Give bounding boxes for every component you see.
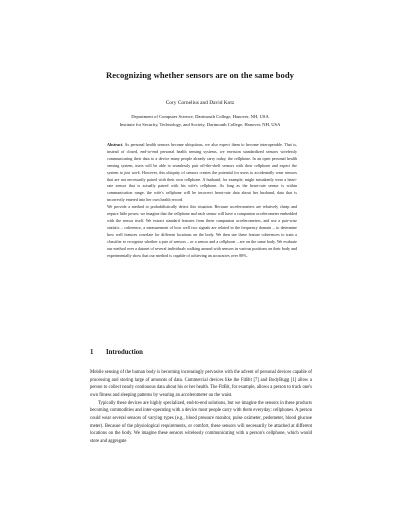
abstract-label: Abstract. <box>107 142 124 147</box>
abstract <box>107 142 297 259</box>
section-heading <box>90 349 143 356</box>
body-paragraph: Mobile sensing of the human body is becoming increasingly pervasive with the advent of personal devices capable of processing and storing large of amounts of data. Commercial devices like the FitBit [7] and BodyBugg [1] allow a person to collect nearly continuous data about his or her health. The FitBit, for example, allows a person to track one's own fitness and sleeping patterns by wearing an accelerometer on the waist. <box>90 370 312 398</box>
section-number: 1 <box>90 349 94 356</box>
abstract-text: . However, this ubiquity of sensors creates the potential for users to accidentally wear sensors that are not necessarily paired with their own cellphone. A husband, for example, might mistakenly wear a heart-rate sensor that is actually paired with his wife's cellphone. As long as the heart-rate sensor is within communication range, the wife's cellphone will be incorrect heart-rate data about her husband, data that is incorrectly entered into her own health record. <box>107 169 297 203</box>
abstract-emphasis: just work <box>124 169 140 175</box>
section-title: Introduction <box>106 349 143 356</box>
paper-authors: Cory Cornelius and David Kotz <box>165 100 235 106</box>
paper-title: Recognizing whether sensors are on the same body <box>105 70 295 80</box>
abstract-paragraph <box>107 142 297 204</box>
abstract-paragraph: We provide a method to probabilistically detect this situation. Because accelerometers are relatively cheap and require little power, we imagine that the cellphone and each sensor will have a companion accelerometer embedded with the sensor itself. We extract standard features from these companion accelerometers, and use a pair-wise statistic – coherence, a measurement of how well two signals are related in the frequency domain – to determine how well features correlate for different locations on the body. We then use these feature coherences to train a classifier to recognize whether a pair of sensors – or a sensor and a cellphone – are on the same body. We evaluate our method over a dataset of several individuals walking around with sensors in various positions on their body and experimentally show that our method is capable of achieving an accuracies over 80%. <box>107 204 297 258</box>
body-text <box>90 369 312 446</box>
affiliation-line: Department of Computer Science, Dartmouth College, Hanover, NH, USA <box>131 114 269 119</box>
affiliation-line: Institute for Security, Technology, and Society, Dartmouth College, Hanover, NH, USA <box>119 121 281 127</box>
abstract-text: As personal health sensors become ubiquitous, we also expect them to become interoperable. That is, instead of closed, end-to-end personal health sensing systems, we envision standardized sensors wirelessly communicating their data to a device many people already carry today, the cellphone. In an open personal health sensing system, users will be able to seamlessly pair off-the-shelf sensors with their cellphone and expect the system to <box>107 142 297 175</box>
body-paragraph: Typically these devices are highly specialized, end-to-end solutions, but we imagine the sensors in these products becoming commodities and inter-operating with a device most people carry with them everyday: cellphones. A person could wear several sensors of varying types (e.g., blood pressure monitor, pulse oximeter, pedometer, blood glucose meter). Because of the physiological requirements, or comfort, these sensors will necessarily be attached at different locations on the body. We imagine these sensors wirelessly communicating with a person's cellphone, which would store and aggregate <box>90 400 312 444</box>
affiliations <box>0 113 400 129</box>
